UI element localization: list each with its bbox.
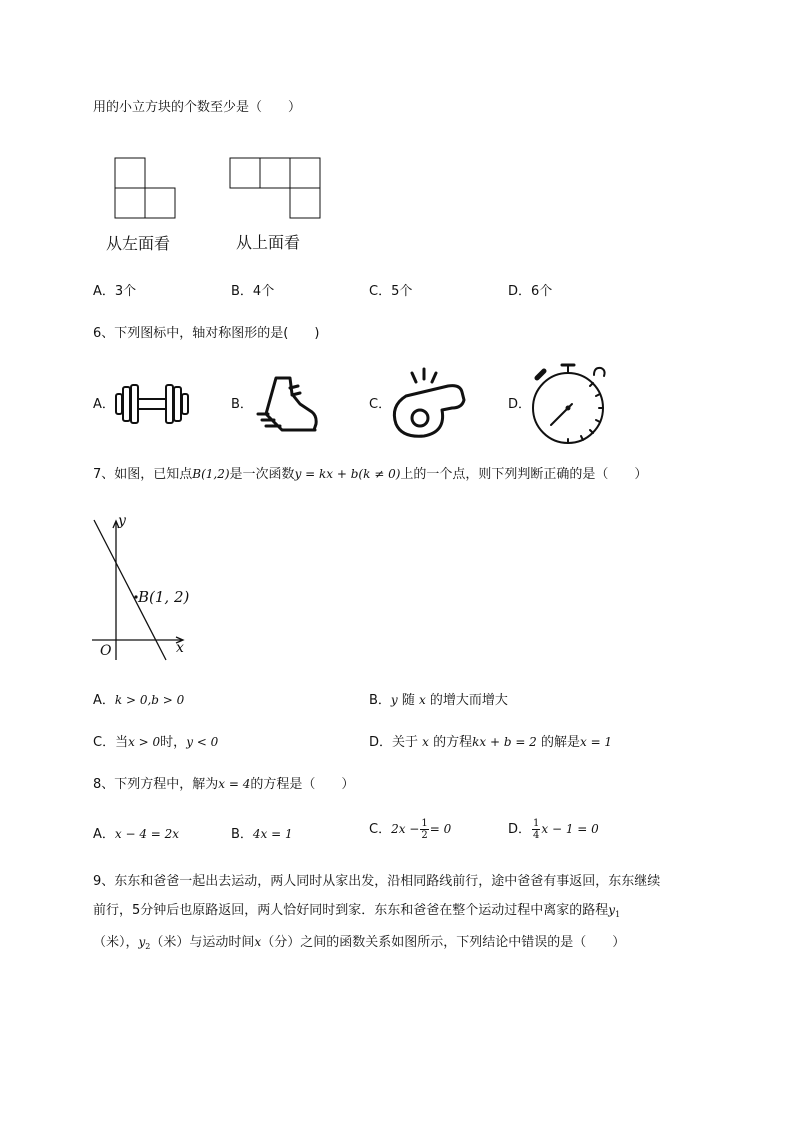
- q8-option-c-numerator: 1: [421, 818, 428, 829]
- dumbbell-icon: [114, 382, 190, 426]
- q8-option-b-math: 4x = 1: [252, 827, 293, 841]
- whistle-icon: [388, 366, 474, 442]
- q8-option-d[interactable]: [508, 818, 599, 841]
- left-view-figure: [114, 157, 178, 219]
- q7-point-expr: B(1,2): [192, 467, 230, 481]
- q9-y2-sub: 2: [145, 942, 151, 951]
- q8-stem-part-a: 8、下列方程中，解为: [93, 777, 219, 792]
- q9-line-2-text: 前行，5分钟后也原路返回，两人恰好同时到家．东东和爸爸在整个运动过程中离家的路程: [93, 903, 609, 918]
- q7-option-b-text2: 的增大而增大: [429, 693, 508, 708]
- q8-option-a[interactable]: [93, 825, 179, 844]
- stopwatch-icon: [528, 362, 614, 446]
- q6-stem: 6、下列图标中，轴对称图形的是( ): [93, 326, 320, 341]
- q8-stem-math: x = 4: [218, 777, 251, 791]
- q8-option-d-numerator: 1: [533, 818, 540, 829]
- left-view-caption: 从左面看: [106, 234, 171, 253]
- q5-option-b[interactable]: B．4个: [231, 284, 275, 299]
- q7-option-a[interactable]: [93, 691, 184, 710]
- q6-option-b-label[interactable]: B．: [231, 397, 253, 412]
- q5-option-c[interactable]: C．5个: [369, 284, 413, 299]
- q8-option-a-label: A．: [93, 827, 115, 842]
- q7-option-b-var2: x: [419, 693, 426, 707]
- q8-option-c-fraction: [420, 818, 428, 841]
- q5-stem: 用的小立方块的个数至少是（ ）: [93, 100, 302, 115]
- q7-option-d-label: D．关于: [369, 735, 419, 750]
- q8-option-a-math: x − 4 = 2x: [114, 827, 180, 841]
- q7-option-c[interactable]: [93, 733, 218, 752]
- q7-stem-part-a: 7、如图，已知点: [93, 467, 193, 482]
- q7-option-c-math2: y < 0: [186, 735, 219, 749]
- q7-option-a-math: k > 0,b > 0: [114, 693, 185, 707]
- q8-stem-part-b: 的方程是（ ）: [250, 777, 355, 792]
- q7-option-a-label: A．: [93, 693, 115, 708]
- q8-option-c[interactable]: [369, 818, 451, 841]
- q5-option-a[interactable]: A．3个: [93, 284, 137, 299]
- q9-line-2: [93, 901, 620, 924]
- q9-line-3-part-b: （米）与运动时间: [150, 935, 255, 950]
- q9-x-var: x: [254, 935, 262, 949]
- q9-line-1: 9、东东和爸爸一起出去运动，两人同时从家出发，沿相同路线前行，途中爸爸有事返回，东东继续: [93, 874, 661, 889]
- q7-option-c-label: C．当: [93, 735, 129, 750]
- q7-option-b[interactable]: [369, 691, 508, 710]
- graph-x-label: x: [176, 640, 184, 656]
- q7-stem-part-c: 上的一个点，则下列判断正确的是（ ）: [400, 467, 648, 482]
- q9-line-3-part-a: （米），: [93, 935, 139, 950]
- q7-option-d-var: x: [422, 735, 429, 749]
- q5-option-d[interactable]: D．6个: [508, 284, 553, 299]
- top-view-caption: 从上面看: [236, 233, 301, 252]
- q7-stem-part-b: 是一次函数: [229, 467, 295, 482]
- q8-option-b-label: B．: [231, 827, 253, 842]
- q8-option-b[interactable]: [231, 825, 293, 844]
- q7-option-b-label: B．: [369, 693, 391, 708]
- q7-option-b-text1: 随: [401, 693, 415, 708]
- q7-stem: [93, 465, 647, 484]
- q8-option-c-pre: 2x −: [391, 822, 420, 836]
- q8-stem: [93, 775, 354, 794]
- q7-option-c-text: 时，: [160, 735, 187, 750]
- q8-option-d-label: D．: [508, 822, 532, 837]
- q7-option-c-math1: x > 0: [128, 735, 161, 749]
- q9-y1-var: y: [608, 903, 616, 917]
- q7-option-b-var1: y: [390, 693, 398, 707]
- q6-option-c-label[interactable]: C．: [369, 397, 392, 412]
- q7-option-d-math2: x = 1: [579, 735, 613, 749]
- q9-line-3: [93, 933, 625, 956]
- q8-option-c-label: C．: [369, 822, 392, 837]
- graph-y-label: y: [118, 513, 126, 529]
- q6-option-d-label[interactable]: D．: [508, 397, 532, 412]
- q9-y2-var: y: [138, 935, 146, 949]
- q7-function-expr: y = kx + b(k ≠ 0): [294, 467, 401, 481]
- top-view-figure: [229, 157, 323, 219]
- q9-line-3-part-c: （分）之间的函数关系如图所示，下列结论中错误的是（ ）: [261, 935, 626, 950]
- q8-option-c-post: = 0: [429, 822, 452, 836]
- q8-option-d-fraction: [532, 818, 540, 841]
- q7-option-d-text2: 的解是: [540, 735, 580, 750]
- q8-option-c-denominator: 2: [421, 830, 428, 841]
- q7-option-d[interactable]: [369, 733, 612, 752]
- q7-option-d-math1: kx + b = 2: [472, 735, 537, 749]
- graph-origin-label: O: [100, 643, 112, 659]
- graph-point-label: B(1, 2): [138, 588, 190, 606]
- q8-option-d-post: x − 1 = 0: [541, 822, 599, 836]
- q8-option-d-denominator: 4: [533, 830, 540, 841]
- running-shoe-icon: [254, 374, 320, 434]
- q7-option-d-text1: 的方程: [433, 735, 473, 750]
- q6-option-a-label[interactable]: A．: [93, 397, 115, 412]
- q9-y1-sub: 1: [615, 910, 621, 919]
